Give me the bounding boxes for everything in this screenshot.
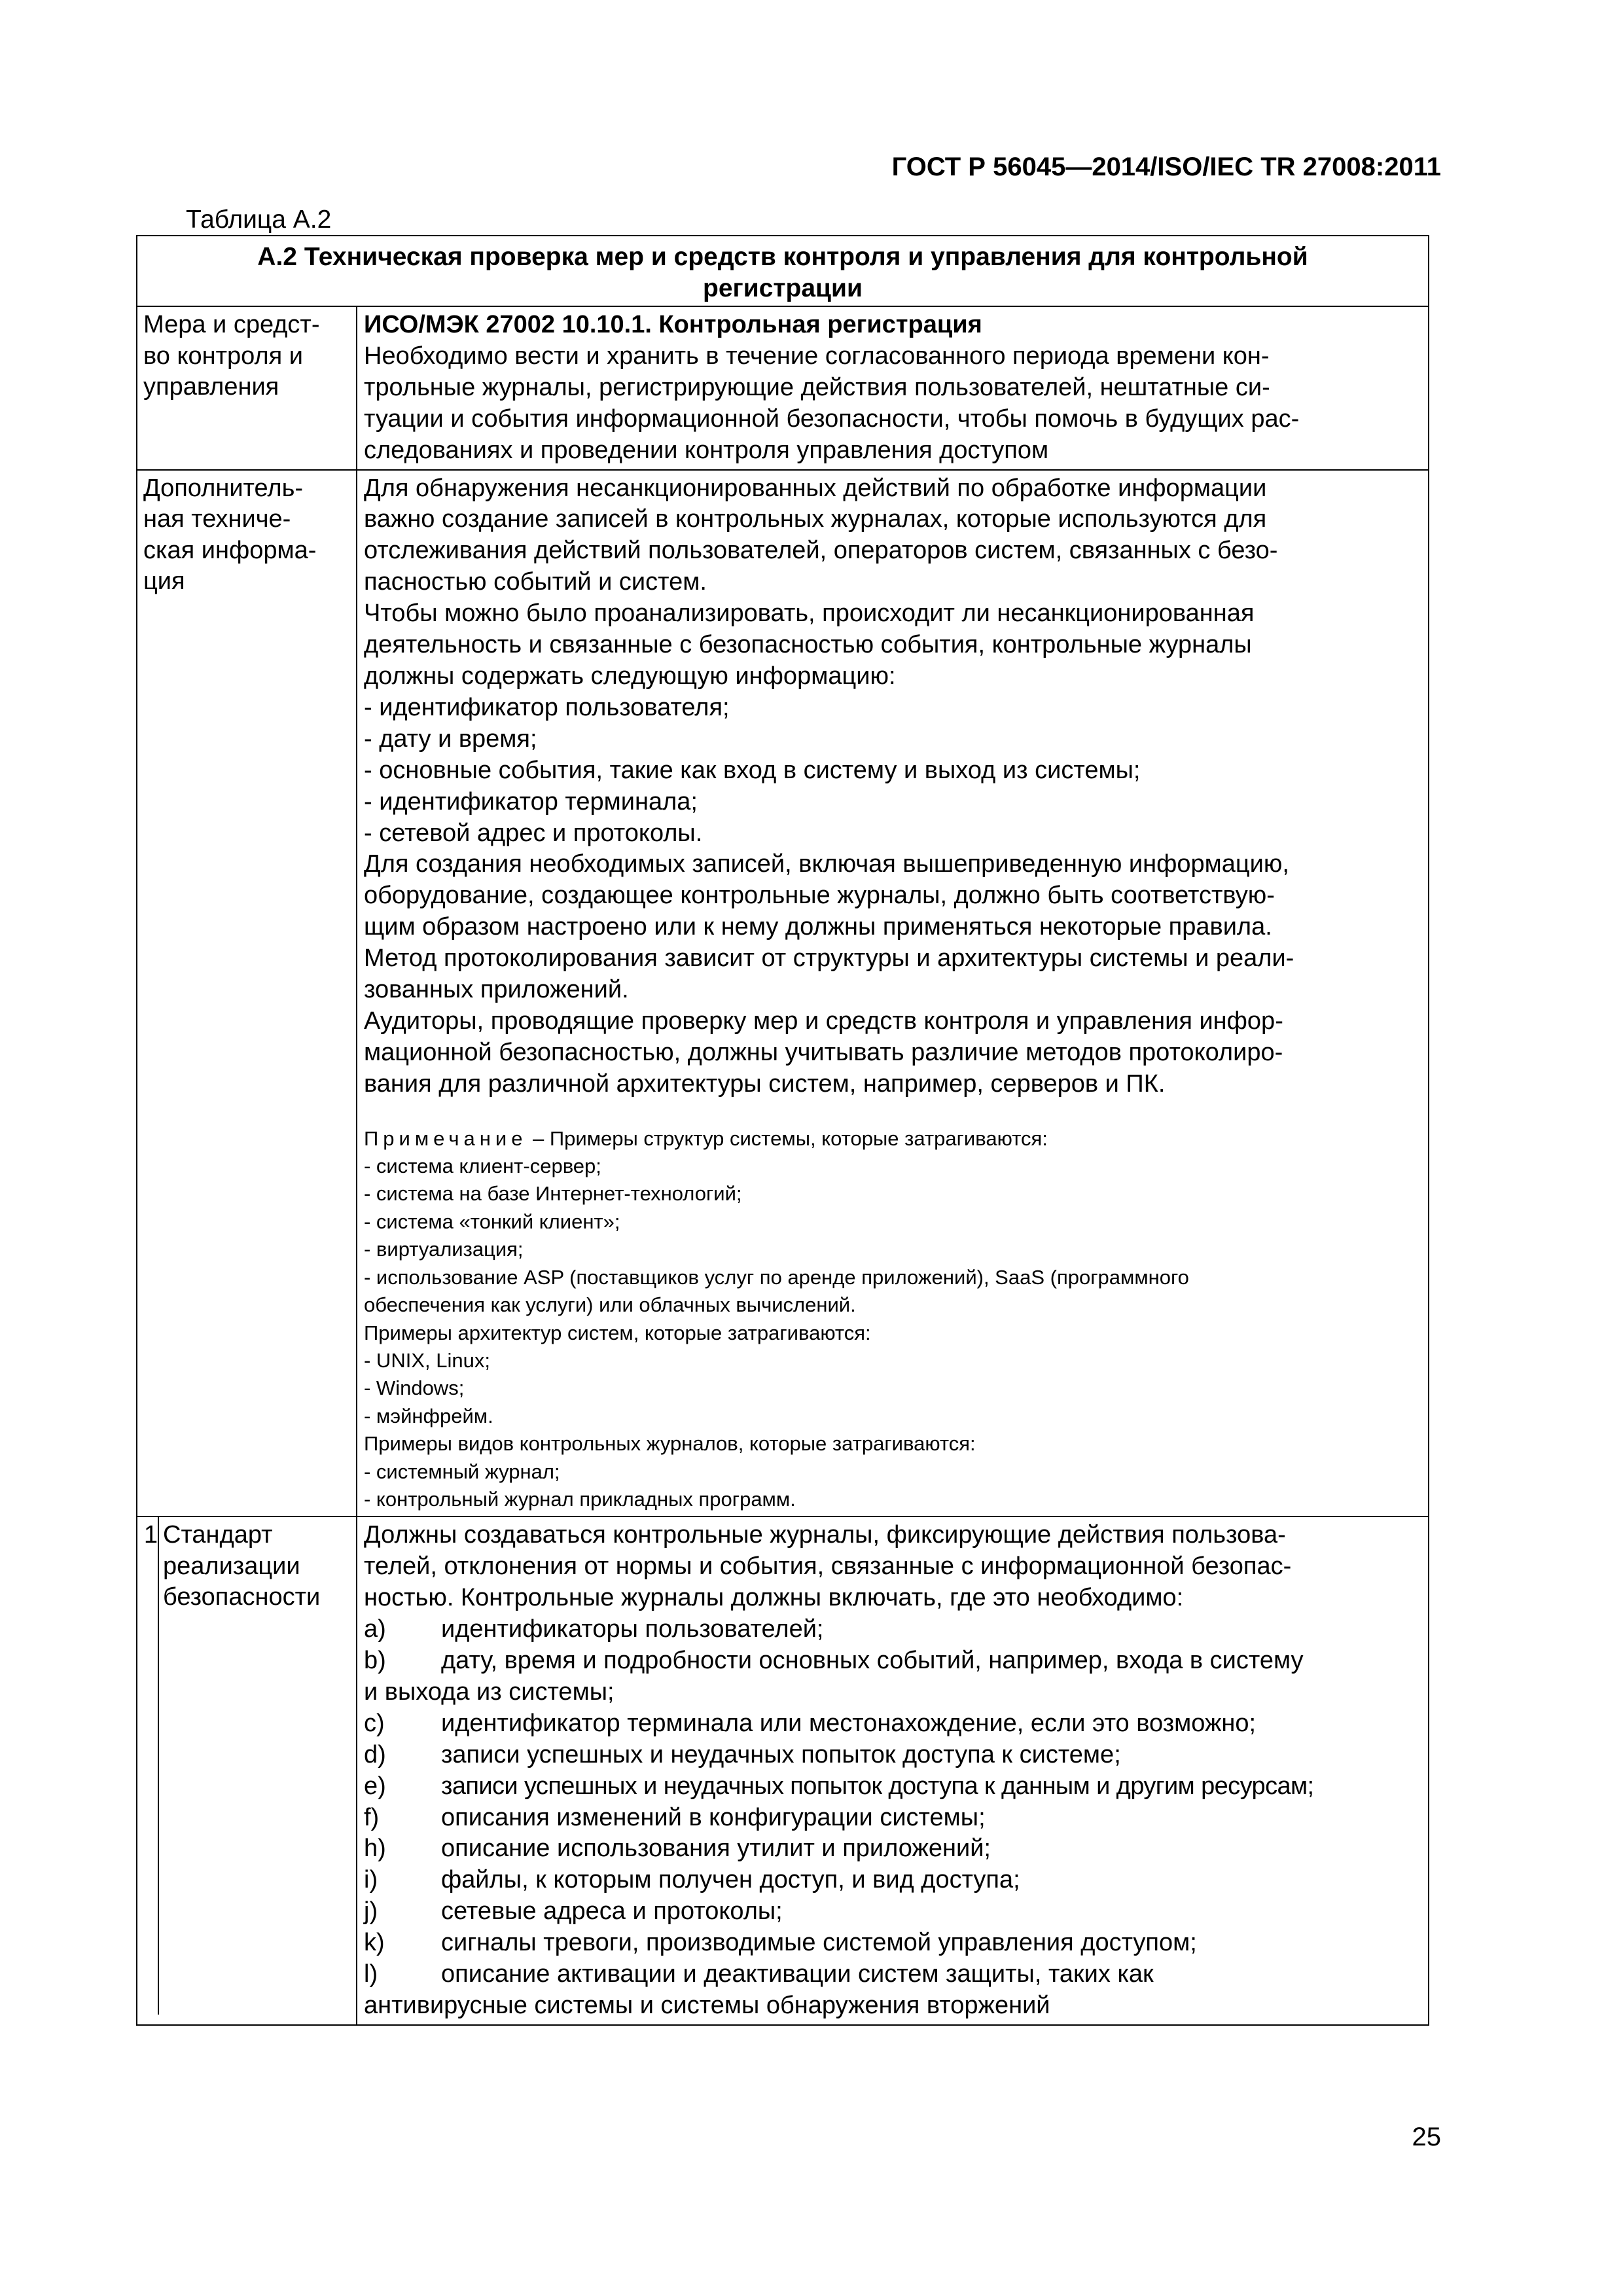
list-item-text: дату, время и подробности основных событий, например, входа в систему <box>441 1646 1304 1674</box>
list-item-text: записи успешных и неудачных попыток доступа к системе; <box>441 1740 1121 1768</box>
note-block <box>364 1125 1421 1514</box>
note-line: - система клиент-сервер; <box>364 1155 601 1178</box>
text-line: телей, отклонения от нормы и события, связанные с информационной безопас- <box>364 1552 1292 1581</box>
row-content-standard <box>357 1516 1429 2025</box>
list-item-text: описание использования утилит и приложений; <box>441 1835 991 1863</box>
audit-table <box>136 235 1429 2026</box>
label-line: во контроля и <box>143 342 303 370</box>
text-line: пасностью событий и систем. <box>364 568 707 596</box>
list-item-key: k) <box>364 1929 385 1957</box>
row-label-control <box>137 306 357 470</box>
list-item <box>364 1708 1421 1740</box>
label-line: безопасности <box>163 1583 321 1611</box>
list-item <box>364 1614 1421 1645</box>
list-item <box>364 1865 1421 1896</box>
list-item <box>364 1928 1421 1959</box>
list-item <box>364 1803 1421 1834</box>
text-line: Для обнаружения несанкционированных действий по обработке информации <box>364 474 1267 502</box>
row-label-additional-info <box>137 470 357 1517</box>
text-line: - идентификатор терминала; <box>364 787 698 816</box>
note-line: - Windows; <box>364 1376 465 1400</box>
label-line: управления <box>143 373 279 401</box>
text-line: туации и события информационной безопасности, чтобы помочь в будущих рас- <box>364 404 1300 433</box>
label-line: Стандарт <box>163 1521 273 1549</box>
text-line: Для создания необходимых записей, включая вышеприведенную информацию, <box>364 850 1289 878</box>
list-item <box>364 1740 1421 1771</box>
table-caption: Таблица А.2 <box>186 206 332 234</box>
list-item-key: d) <box>364 1740 386 1768</box>
text-line: - сетевой адрес и протоколы. <box>364 819 703 847</box>
label-line: ная техниче- <box>143 505 291 533</box>
note-line: Примеры архитектур систем, которые затрагиваются: <box>364 1321 871 1344</box>
note-line: - системный журнал; <box>364 1460 560 1483</box>
list-item-text: файлы, к которым получен доступ, и вид доступа; <box>441 1866 1020 1894</box>
note-line: - система на базе Интернет-технологий; <box>364 1182 742 1206</box>
text-line: ностью. Контрольные журналы должны включать, где это необходимо: <box>364 1584 1184 1612</box>
text-line: деятельность и связанные с безопасностью события, контрольные журналы <box>364 631 1252 659</box>
list-item-text: сетевые адреса и протоколы; <box>441 1897 783 1926</box>
table-title-line: А.2 Техническая проверка мер и средств контроля и управления для контрольной <box>257 243 1308 271</box>
row-content-control <box>357 306 1429 470</box>
label-line: Дополнитель- <box>143 474 304 502</box>
label-line: реализации <box>163 1552 300 1580</box>
text-line: зованных приложений. <box>364 976 629 1004</box>
note-line: Примеры видов контрольных журналов, которые затрагиваются: <box>364 1432 976 1456</box>
label-line: Мера и средст- <box>143 311 320 338</box>
list-item-text: идентификатор терминала или местонахождение, если это возможно; <box>441 1709 1257 1737</box>
row-label-standard <box>137 1516 357 2025</box>
list-item-key: e) <box>364 1772 386 1800</box>
document-code: ГОСТ Р 56045—2014/ISO/IEC TR 27008:2011 <box>891 152 1441 181</box>
note-line: - мэйнфрейм. <box>364 1404 493 1427</box>
table-row <box>137 306 1429 470</box>
row-content-additional-info <box>357 470 1429 1517</box>
text-line: щим образом настроено или к нему должны применяться некоторые правила. <box>364 913 1272 941</box>
table-row <box>137 470 1429 1517</box>
list-item-key: f) <box>364 1803 380 1831</box>
list-item-text: идентификаторы пользователей; <box>441 1615 824 1643</box>
note-intro-text: – Примеры структур системы, которые затрагиваются: <box>527 1126 1048 1150</box>
list-item-text: описание активации и деактивации систем защиты, таких как <box>441 1960 1154 1988</box>
text-line: Аудиторы, проводящие проверку мер и средств контроля и управления инфор- <box>364 1007 1283 1035</box>
text-line: - основные события, такие как вход в систему и выход из системы; <box>364 756 1141 784</box>
table-title-row <box>137 236 1429 306</box>
text-line: отслеживания действий пользователей, операторов систем, связанных с безо- <box>364 537 1278 565</box>
table-title <box>137 236 1429 306</box>
text-line: - дату и время; <box>364 725 537 753</box>
list-item-key: j) <box>364 1897 378 1926</box>
note-line: - виртуализация; <box>364 1238 524 1261</box>
page-number: 25 <box>1412 2123 1441 2151</box>
row-label-wrapper <box>137 1517 356 2015</box>
text-line: важно создание записей в контрольных журналах, которые используются для <box>364 505 1267 533</box>
list-item <box>364 1771 1421 1803</box>
note-intro <box>364 1125 1421 1153</box>
control-heading: ИСО/МЭК 27002 10.10.1. Контрольная регистрация <box>364 311 982 338</box>
text-line: должны содержать следующую информацию: <box>364 662 896 690</box>
list-item-key: c) <box>364 1709 385 1737</box>
label-line: ская информа- <box>143 536 317 564</box>
note-line: - использование ASP (поставщиков услуг по аренде приложений), SaaS (программного <box>364 1265 1189 1289</box>
list-item-text: записи успешных и неудачных попыток доступа к данным и другим ресурсам; <box>441 1772 1314 1800</box>
text-line: Чтобы можно было проанализировать, происходит ли несанкционированная <box>364 600 1255 628</box>
text-line: Должны создаваться контрольные журналы, фиксирующие действия пользова- <box>364 1521 1286 1549</box>
text-line: трольные журналы, регистрирующие действия пользователей, нештатные си- <box>364 373 1270 401</box>
list-item-key: h) <box>364 1835 386 1863</box>
row-number-cell <box>137 1517 159 2015</box>
list-item-continuation: антивирусные системы и системы обнаружения вторжений <box>364 1991 1050 2019</box>
row-number: 1 <box>143 1521 158 1549</box>
row-label-text <box>159 1517 356 2015</box>
list-item-key: a) <box>364 1615 386 1643</box>
text-line: мационной безопасностью, должны учитывать различие методов протоколиро- <box>364 1038 1283 1066</box>
text-line: - идентификатор пользователя; <box>364 693 730 721</box>
note-line: - контрольный журнал прикладных программ. <box>364 1487 796 1511</box>
list-item-key: b) <box>364 1646 386 1674</box>
note-line: обеспечения как услуги) или облачных вычислений. <box>364 1293 856 1317</box>
list-item-text: сигналы тревоги, производимые системой управления доступом; <box>441 1929 1197 1957</box>
note-line: - UNIX, Linux; <box>364 1348 490 1372</box>
list-item-continuation: и выхода из системы; <box>364 1677 615 1706</box>
text-line: следованиях и проведении контроля управления доступом <box>364 436 1049 464</box>
list-item-key: l) <box>364 1960 378 1988</box>
list-item <box>364 1833 1421 1865</box>
text-line: оборудование, создающее контрольные журналы, должно быть соответствую- <box>364 882 1275 910</box>
table-row <box>137 1516 1429 2025</box>
note-line: - система «тонкий клиент»; <box>364 1210 620 1233</box>
list-item-text: описания изменений в конфигурации системы; <box>441 1803 986 1831</box>
list-item <box>364 1896 1421 1928</box>
list-item <box>364 1645 1421 1677</box>
list-item-key: i) <box>364 1866 378 1894</box>
list-item <box>364 1959 1421 1990</box>
text-line: вания для различной архитектуры систем, например, серверов и ПК. <box>364 1069 1166 1098</box>
table-title-line: регистрации <box>703 274 863 302</box>
note-label: Примечание <box>364 1126 527 1150</box>
label-line: ция <box>143 567 185 596</box>
text-line: Метод протоколирования зависит от структуры и архитектуры системы и реали- <box>364 944 1294 973</box>
text-line: Необходимо вести и хранить в течение согласованного периода времени кон- <box>364 342 1270 370</box>
